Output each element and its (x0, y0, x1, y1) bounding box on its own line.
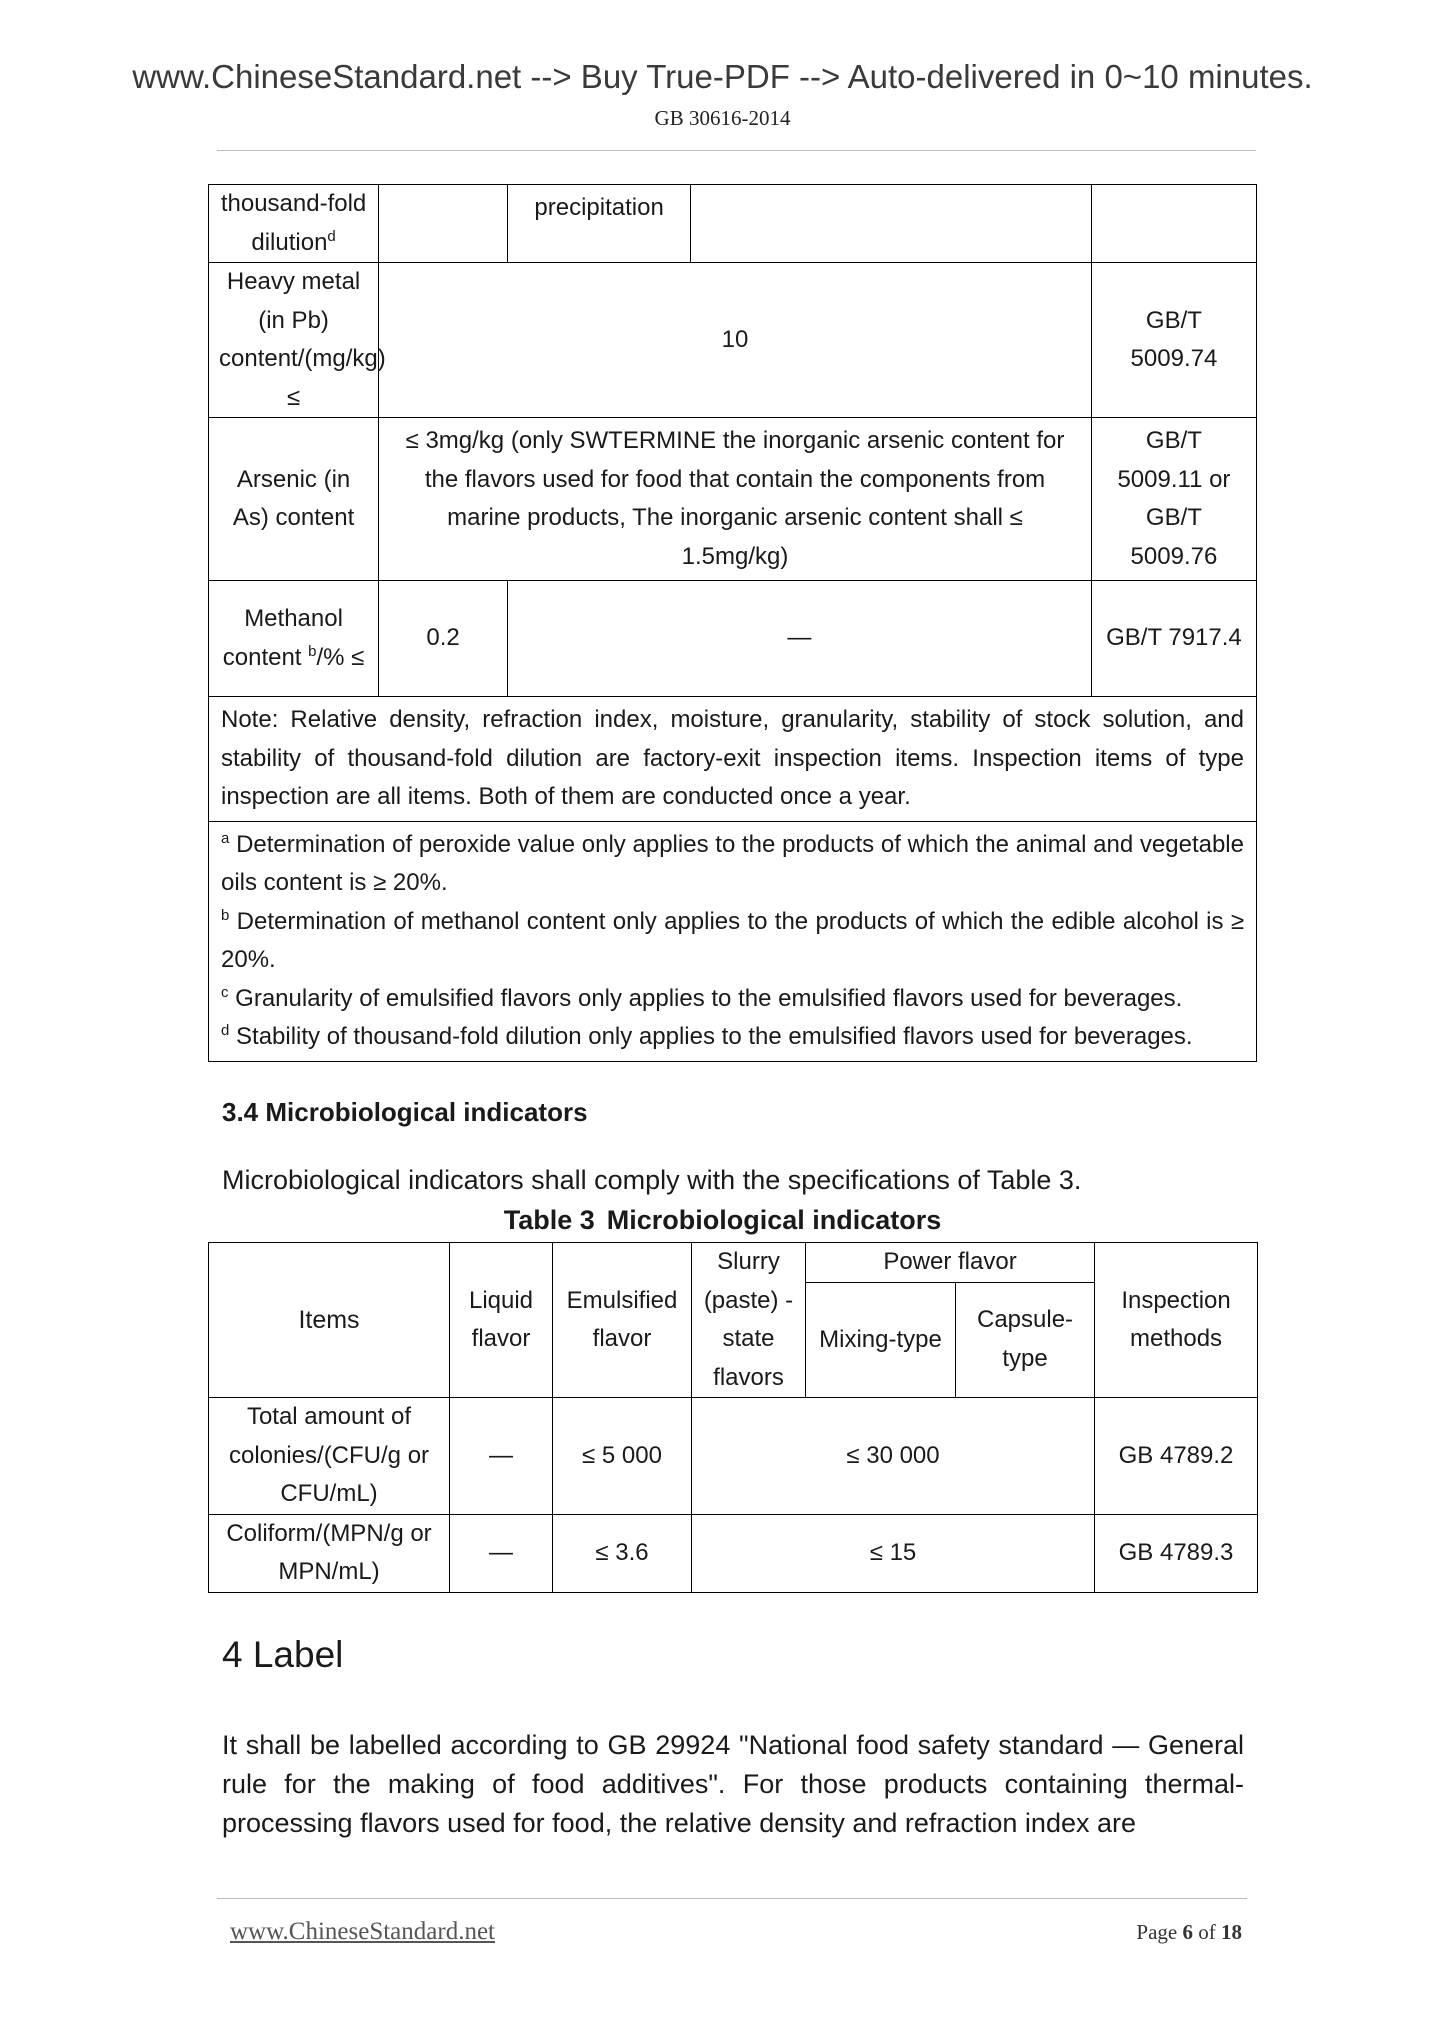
table-cell: Arsenic (in As) content (209, 418, 379, 581)
table-row (209, 1514, 1258, 1592)
row-method: GB 4789.2 (1095, 1398, 1258, 1515)
table-cell: precipitation (507, 185, 690, 263)
table-cell (1091, 185, 1256, 263)
table-row (209, 1398, 1258, 1515)
table-cell: 0.2 (379, 581, 508, 697)
table-cell: thousand-fold dilution$^d$ (209, 185, 379, 263)
row-item: Coliform/(MPN/g or MPN/mL) (209, 1514, 450, 1592)
table-2-continued (208, 184, 1257, 1062)
table-row (209, 697, 1257, 822)
header-divider (217, 150, 1256, 151)
header-capsule: Capsule-type (956, 1282, 1095, 1397)
footer-site-link[interactable]: www.ChineseStandard.net (230, 1918, 495, 1945)
row-emulsified: ≤ 5 000 (553, 1398, 692, 1515)
header-slurry: Slurry (paste) -state flavors (692, 1243, 806, 1398)
table-cell: — (507, 581, 1091, 697)
table-cell (691, 185, 1092, 263)
table-row (209, 581, 1257, 697)
row-liquid: — (450, 1514, 553, 1592)
table-row (209, 821, 1257, 1061)
header-emulsified: Emulsified flavor (553, 1243, 692, 1398)
footnote-d: $^d$ Stability of thousand-fold dilution only applies to the emulsified flavors used for beverages. (221, 1022, 1193, 1050)
row-emulsified: ≤ 3.6 (553, 1514, 692, 1592)
header-items: Items (209, 1243, 450, 1398)
table-cell (379, 185, 508, 263)
table-cell: ≤ 3mg/kg (only SWTERMINE the inorganic arsenic content for the flavors used for food that contain the components from marine products, The inorganic arsenic content shall ≤ 1.5mg/kg) (379, 418, 1092, 581)
table-row (209, 263, 1257, 418)
table-cell: Heavy metal (in Pb) content/(mg/kg) ≤ (209, 263, 379, 418)
section-heading-3-4: 3.4 Microbiological indicators (222, 1097, 588, 1127)
table-row (209, 418, 1257, 581)
header-mixing: Mixing-type (806, 1282, 956, 1397)
table-header-row (209, 1243, 1258, 1283)
header-methods: Inspection methods (1095, 1243, 1258, 1398)
table-cell: Methanol content $^b$/% ≤ (209, 581, 379, 697)
table-row (209, 185, 1257, 263)
footnote-b: $^b$ Determination of methanol content only applies to the products of which the edible alcohol is ≥ 20%. (221, 906, 1244, 973)
section-heading-4: 4 Label (222, 1634, 344, 1675)
top-banner[interactable]: www.ChineseStandard.net --> Buy True-PDF --> Auto-delivered in 0~10 minutes. (132, 58, 1313, 95)
table-cell: GB/T 5009.74 (1091, 263, 1256, 418)
page-number: Page 6 of 18 (1136, 1920, 1242, 1944)
header-power-flavor: Power flavor (806, 1243, 1095, 1283)
row-liquid: — (450, 1398, 553, 1515)
footer-divider (217, 1898, 1247, 1899)
table-3-caption: Table 3 Microbiological indicators (503, 1205, 942, 1235)
footnote-a: $^a$ Determination of peroxide value only applies to the products of which the animal and vegetable oils content is ≥ 20%. (221, 829, 1244, 896)
row-item: Total amount of colonies/(CFU/g or CFU/mL) (209, 1398, 450, 1515)
table-note: Note: Relative density, refraction index, moisture, granularity, stability of stock solution, and stability of thousand-fold dilution are factory-exit inspection items. Inspection items of type inspection are all items. Both of them are conducted once a year. (209, 697, 1257, 822)
row-merged: ≤ 15 (692, 1514, 1095, 1592)
table-cell: GB/T 7917.4 (1091, 581, 1256, 697)
footnote-c: $^c$ Granularity of emulsified flavors only applies to the emulsified flavors used for beverages. (221, 983, 1183, 1012)
row-merged: ≤ 30 000 (692, 1398, 1095, 1515)
table-cell: 10 (379, 263, 1092, 418)
row-method: GB 4789.3 (1095, 1514, 1258, 1592)
header-liquid: Liquid flavor (450, 1243, 553, 1398)
document-id: GB 30616-2014 (654, 106, 791, 130)
section-intro: Microbiological indicators shall comply with the specifications of Table 3. (222, 1165, 1082, 1195)
table-3-microbiological (208, 1242, 1258, 1593)
section-4-paragraph: It shall be labelled according to GB 29924 "National food safety standard — General rule for the making of food additives". For those products containing thermal-processing flavors used for food, the relative density and refraction index are (222, 1730, 1244, 1838)
table-footnotes (209, 821, 1257, 1061)
table-cell: GB/T 5009.11 or GB/T 5009.76 (1091, 418, 1256, 581)
